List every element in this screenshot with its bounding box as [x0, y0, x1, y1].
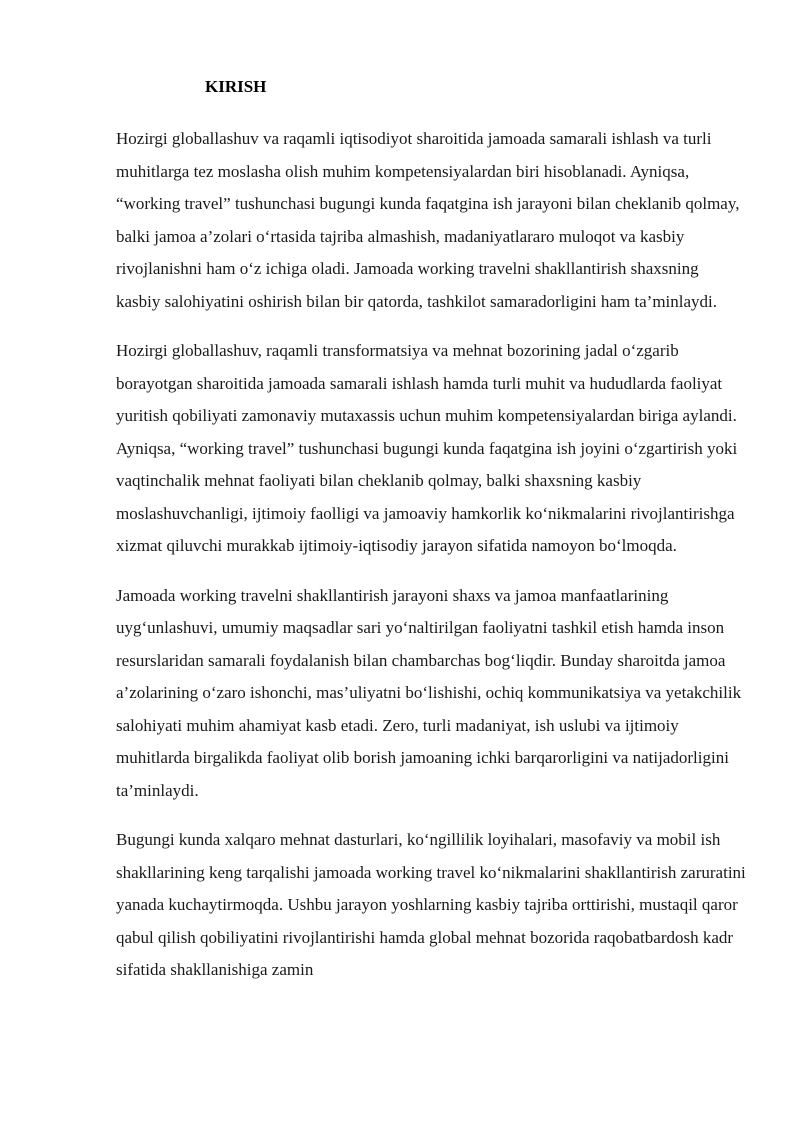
paragraph-3: Jamoada working travelni shakllantirish jarayoni shaxs va jamoa manfaatlarining uyg‘unlashuvi, umumiy maqsadlar sari yo‘naltirilgan faoliyatni tashkil etish hamda inson resurslaridan samarali foydalanish bilan chambarchas bog‘liqdir. Bunday sharoitda jamoa a’zolarining o‘zaro ishonchi, mas’uliyatni bo‘lishishi, ochiq kommunikatsiya va yetakchilik salohiyati muhim ahamiyat kasb etadi. Zero, turli madaniyat, ish uslubi va ijtimoiy muhitlarda birgalikda faoliyat olib borish jamoaning ichki barqarorligini va natijadorligini ta’minlaydi. — [116, 585, 742, 800]
section-title: KIRISH — [205, 77, 267, 96]
body-text — [116, 123, 746, 1004]
paragraph-1: Hozirgi globallashuv va raqamli iqtisodiyot sharoitida jamoada samarali ishlash va turli muhitlarga tez moslasha olish muhim kompetensiyalardan biri hisoblanadi. Ayniqsa, “working travel” tushunchasi bugungi kunda faqatgina ish jarayoni bilan cheklanib qolmay, balki jamoa a’zolari o‘rtasida tajriba almashish, madaniyatlararo muloqot va kasbiy rivojlanishni ham o‘z ichiga oladi. Jamoada working travelni shakllantirish shaxsning kasbiy salohiyatini oshirish bilan bir qatorda, tashkilot samaradorligini ham ta’minlaydi. — [116, 129, 740, 311]
paragraph-2: Hozirgi globallashuv, raqamli transformatsiya va mehnat bozorining jadal o‘zgarib borayotgan sharoitida jamoada samarali ishlash hamda turli muhit va hududlarda faoliyat yuritish qobiliyati zamonaviy mutaxassis uchun muhim kompetensiyalardan biriga aylandi. Ayniqsa, “working travel” tushunchasi bugungi kunda faqatgina ish joyini o‘zgartirish yoki vaqtinchalik mehnat faoliyati bilan cheklanib qolmay, balki shaxsning kasbiy moslashuvchanligi, ijtimoiy faolligi va jamoaviy hamkorlik ko‘nikmalarini rivojlantirishga xizmat qiluvchi murakkab ijtimoiy-iqtisodiy jarayon sifatida namoyon bo‘lmoqda. — [116, 341, 738, 555]
paragraph-4: Bugungi kunda xalqaro mehnat dasturlari, ko‘ngillilik loyihalari, masofaviy va mobil ish shakllarining keng tarqalishi jamoada working travel ko‘nikmalarini shakllantirish zaruratini yanada kuchaytirmoqda. Ushbu jarayon yoshlarning kasbiy tajriba orttirishi, mustaqil qaror qabul qilish qobiliyatini rivojlantirishi hamda global mehnat bozorida raqobatbardosh kadr sifatida shakllanishiga zamin — [116, 830, 746, 979]
